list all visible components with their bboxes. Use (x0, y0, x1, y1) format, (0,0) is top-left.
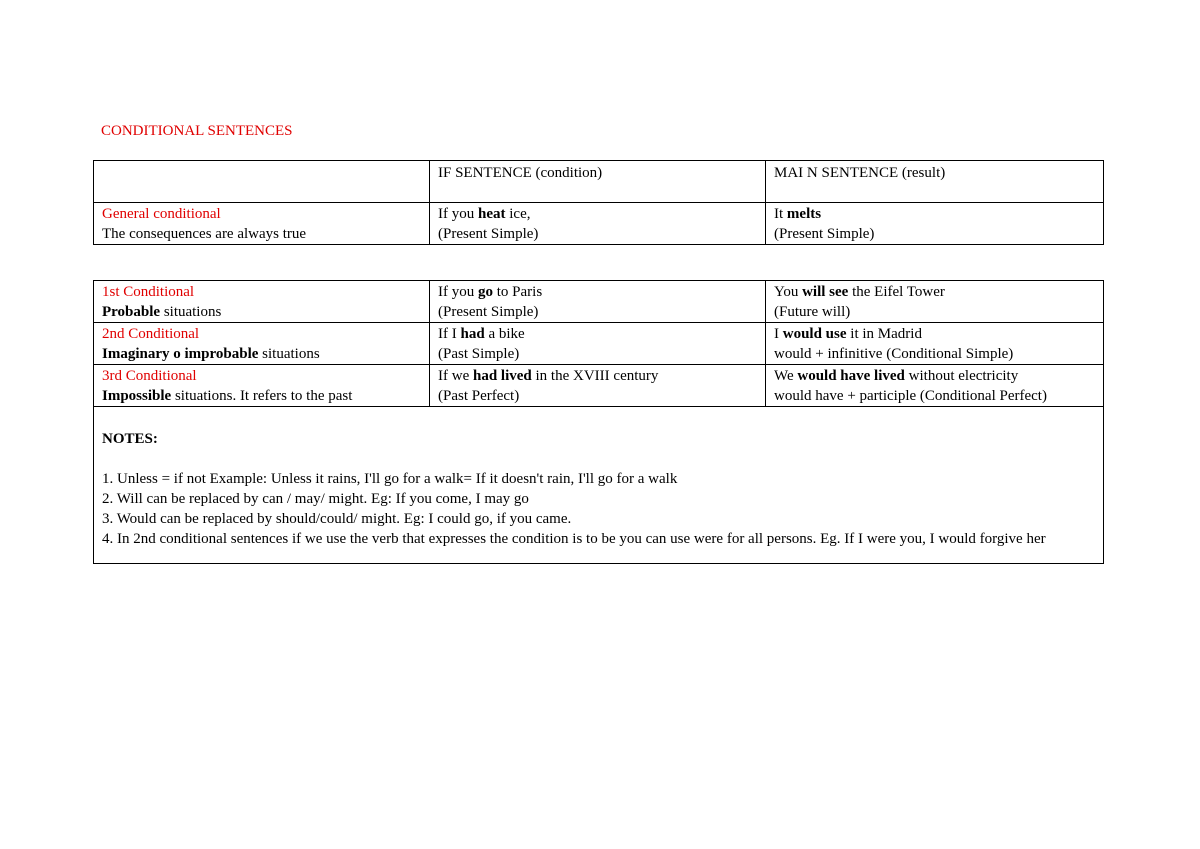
if-example: If I had a bike (438, 326, 525, 342)
header-cell-if-sentence: IF SENTENCE (condition) (430, 161, 766, 203)
header-cell-empty (94, 161, 430, 203)
notes-heading: NOTES: (102, 431, 158, 447)
table-row-general (94, 203, 1104, 245)
table-row-1st-conditional (94, 281, 1104, 323)
if-tense: (Present Simple) (438, 304, 539, 320)
if-tense: (Past Simple) (438, 346, 520, 362)
main-tense: (Present Simple) (774, 226, 875, 242)
main-example: I would use it in Madrid (774, 326, 922, 342)
note-item: 3. Would can be replaced by should/could/ might. Eg: I could go, if you came. (102, 511, 572, 527)
if-example: If you heat ice, (438, 206, 531, 222)
main-cell (766, 365, 1104, 407)
table-row-2nd-conditional (94, 323, 1104, 365)
conditional-table-bottom (93, 280, 1104, 564)
main-tense: (Future will) (774, 304, 851, 320)
main-cell (766, 281, 1104, 323)
if-tense: (Past Perfect) (438, 388, 520, 404)
if-cell (430, 365, 766, 407)
if-tense: (Present Simple) (438, 226, 539, 242)
main-tense: would + infinitive (Conditional Simple) (774, 346, 1014, 362)
main-example: It melts (774, 206, 822, 222)
main-cell (766, 323, 1104, 365)
note-item: 4. In 2nd conditional sentences if we use the verb that expresses the condition is to be you can use were for all persons. Eg. If I were you, I would forgive her (102, 531, 1046, 547)
main-example: You will see the Eifel Tower (774, 284, 945, 300)
type-name: General conditional (102, 206, 221, 222)
type-cell (94, 281, 430, 323)
type-cell (94, 323, 430, 365)
if-example: If you go to Paris (438, 284, 543, 300)
type-name: 1st Conditional (102, 284, 195, 300)
type-desc: Probable situations (102, 304, 222, 320)
main-tense: would have + participle (Conditional Perfect) (774, 388, 1047, 404)
if-cell (430, 323, 766, 365)
table-row-3rd-conditional (94, 365, 1104, 407)
if-example: If we had lived in the XVIII century (438, 368, 659, 384)
note-item: 1. Unless = if not Example: Unless it rains, I'll go for a walk= If it doesn't rain, I'll go for a walk (102, 471, 678, 487)
type-name: 3rd Conditional (102, 368, 197, 384)
type-cell (94, 203, 430, 245)
header-cell-main-sentence: MAI N SENTENCE (result) (766, 161, 1104, 203)
page-title: CONDITIONAL SENTENCES (101, 123, 293, 139)
notes-cell (94, 407, 1104, 564)
type-desc: The consequences are always true (102, 226, 307, 242)
main-cell (766, 203, 1104, 245)
type-cell (94, 365, 430, 407)
conditional-table-top (93, 160, 1104, 245)
main-example: We would have lived without electricity (774, 368, 1019, 384)
if-cell (430, 281, 766, 323)
type-name: 2nd Conditional (102, 326, 200, 342)
type-desc: Impossible situations. It refers to the past (102, 388, 353, 404)
table-header-row (94, 161, 1104, 203)
note-item: 2. Will can be replaced by can / may/ might. Eg: If you come, I may go (102, 491, 529, 507)
type-desc: Imaginary o improbable situations (102, 346, 320, 362)
notes-row (94, 407, 1104, 564)
if-cell (430, 203, 766, 245)
